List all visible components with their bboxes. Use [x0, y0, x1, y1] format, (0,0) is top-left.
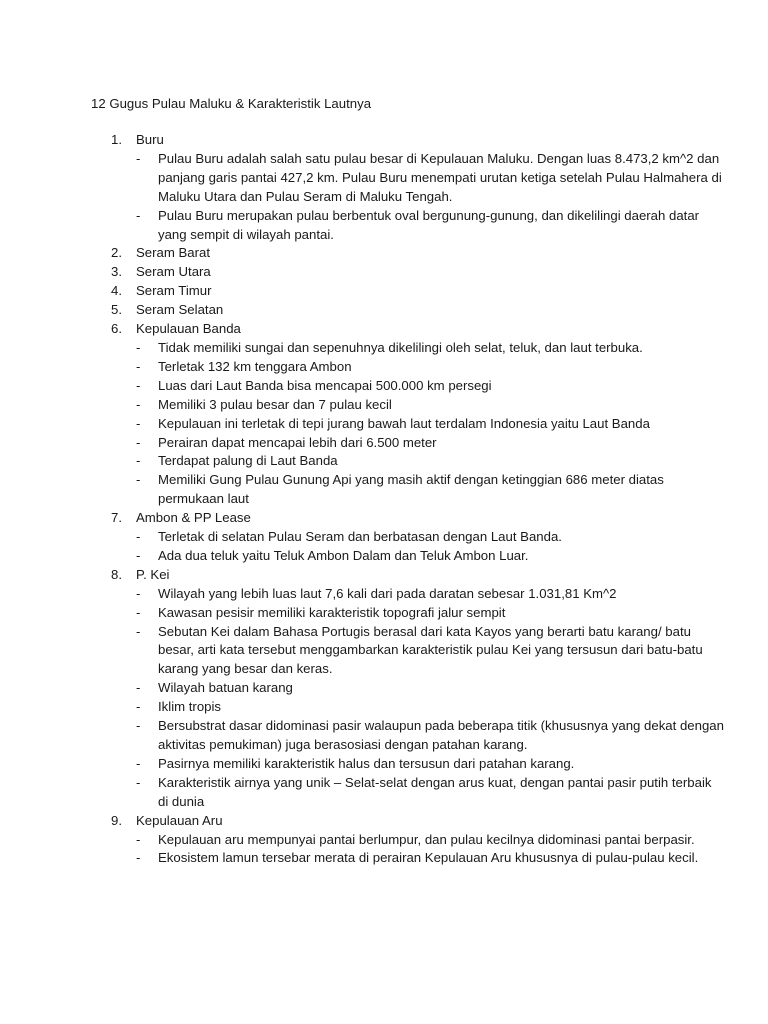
bullet-dash: - — [136, 453, 141, 469]
bullet-list — [136, 528, 728, 566]
bullet-item — [136, 528, 728, 547]
section-heading: Buru — [136, 132, 164, 147]
bullet-text: Terletak 132 km tenggara Ambon — [158, 358, 352, 374]
bullet-dash: - — [136, 623, 141, 639]
bullet-dash: - — [136, 396, 141, 412]
section-item — [91, 282, 728, 301]
section-heading: Seram Timur — [136, 283, 212, 299]
bullet-item — [136, 471, 728, 509]
bullet-text: Bersubstrat dasar didominasi pasir walaupun pada beberapa titik (khususnya yang dekat dengan aktivitas pemukiman) juga berasosiasi dengan patahan karang. — [158, 718, 724, 752]
bullet-item — [136, 358, 728, 377]
section-heading: Seram Barat — [136, 245, 211, 261]
section-heading: Kepulauan Aru — [136, 812, 223, 828]
bullet-text: Memiliki 3 pulau besar dan 7 pulau kecil — [158, 396, 392, 412]
bullet-dash: - — [136, 150, 141, 166]
bullet-item — [136, 755, 728, 774]
bullet-text: Memiliki Gung Pulau Gunung Api yang masih aktif dengan ketinggian 686 meter diatas permukaan laut — [158, 472, 664, 507]
section-item — [91, 131, 728, 244]
bullet-text: Pasirnya memiliki karakteristik halus dan tersusun dari patahan karang. — [158, 755, 575, 771]
bullet-dash: - — [136, 718, 141, 734]
bullet-list — [136, 585, 728, 812]
section-heading: Ambon & PP Lease — [136, 510, 251, 526]
bullet-item — [136, 415, 728, 434]
bullet-dash: - — [136, 415, 141, 431]
section-number: 7. — [111, 510, 122, 526]
section-number: 1. — [111, 132, 122, 147]
section-list — [91, 131, 728, 868]
bullet-dash: - — [136, 699, 141, 715]
section-item — [91, 812, 728, 869]
bullet-dash: - — [136, 850, 141, 866]
bullet-dash: - — [136, 358, 141, 374]
bullet-text: Kepulauan ini terletak di tepi jurang bawah laut terdalam Indonesia yaitu Laut Banda — [158, 415, 650, 431]
bullet-text: Kepulauan aru mempunyai pantai berlumpur, dan pulau kecilnya didominasi pantai berpasir. — [158, 831, 695, 847]
section-number: 2. — [111, 245, 122, 261]
section-item — [91, 244, 728, 263]
bullet-dash: - — [136, 680, 141, 696]
bullet-item — [136, 150, 728, 207]
section-number: 4. — [111, 283, 122, 299]
bullet-item — [136, 774, 728, 812]
bullet-dash: - — [136, 529, 141, 545]
section-item — [91, 263, 728, 282]
bullet-dash: - — [136, 755, 141, 771]
bullet-list — [136, 339, 728, 509]
section-number: 5. — [111, 302, 122, 318]
bullet-dash: - — [136, 547, 141, 563]
bullet-item — [136, 623, 728, 680]
bullet-dash: - — [136, 774, 141, 790]
bullet-text: Terletak di selatan Pulau Seram dan berbatasan dengan Laut Banda. — [158, 529, 562, 545]
bullet-item — [136, 679, 728, 698]
bullet-text: Luas dari Laut Banda bisa mencapai 500.000 km persegi — [158, 377, 492, 393]
document-title: 12 Gugus Pulau Maluku & Karakteristik Lautnya — [91, 96, 372, 111]
section-number: 8. — [111, 566, 122, 582]
bullet-dash: - — [136, 434, 141, 450]
bullet-text: Karakteristik airnya yang unik – Selat-selat dengan arus kuat, dengan pantai pasir putih terbaik di dunia — [158, 774, 712, 809]
bullet-item — [136, 396, 728, 415]
bullet-text: Terdapat palung di Laut Banda — [158, 453, 338, 469]
bullet-item — [136, 207, 728, 245]
section-item — [91, 509, 728, 566]
bullet-item — [136, 547, 728, 566]
section-heading: Seram Selatan — [136, 302, 224, 318]
bullet-text: Ada dua teluk yaitu Teluk Ambon Dalam dan Teluk Ambon Luar. — [158, 547, 529, 563]
bullet-text: Pulau Buru merupakan pulau berbentuk oval bergunung-gunung, dan dikelilingi daerah datar yang sempit di wilayah pantai. — [158, 207, 700, 242]
bullet-list — [136, 831, 728, 869]
bullet-item — [136, 698, 728, 717]
bullet-text: Wilayah yang lebih luas laut 7,6 kali dari pada daratan sebesar 1.031,81 Km^2 — [158, 585, 617, 601]
section-number: 6. — [111, 321, 122, 337]
bullet-dash: - — [136, 585, 141, 601]
section-number: 3. — [111, 264, 122, 280]
bullet-text: Tidak memiliki sungai dan sepenuhnya dikelilingi oleh selat, teluk, dan laut terbuka. — [158, 339, 643, 355]
bullet-text: Ekosistem lamun tersebar merata di perairan Kepulauan Aru khususnya di pulau-pulau kecil. — [158, 850, 699, 866]
bullet-item — [136, 604, 728, 623]
bullet-item — [136, 452, 728, 471]
bullet-list — [136, 150, 728, 245]
section-heading: Seram Utara — [136, 264, 211, 280]
bullet-item — [136, 339, 728, 358]
section-heading: Kepulauan Banda — [136, 321, 241, 337]
bullet-dash: - — [136, 207, 141, 223]
bullet-item — [136, 831, 728, 850]
bullet-dash: - — [136, 377, 141, 393]
bullet-dash: - — [136, 604, 141, 620]
bullet-item — [136, 377, 728, 396]
section-item — [91, 301, 728, 320]
bullet-dash: - — [136, 339, 141, 355]
bullet-text: Kawasan pesisir memiliki karakteristik topografi jalur sempit — [158, 604, 506, 620]
bullet-text: Pulau Buru adalah salah satu pulau besar di Kepulauan Maluku. Dengan luas 8.473,2 km^2 dan panjang garis pantai 427,2 km. Pulau Buru menempati urutan ketiga setelah Pulau Halmahera di Maluku Utara dan Pulau Seram di Maluku Tengah. — [158, 150, 722, 204]
bullet-text: Perairan dapat mencapai lebih dari 6.500 meter — [158, 434, 437, 450]
bullet-item — [136, 849, 728, 868]
bullet-text: Wilayah batuan karang — [158, 680, 293, 696]
bullet-item — [136, 717, 728, 755]
bullet-text: Sebutan Kei dalam Bahasa Portugis berasal dari kata Kayos yang berarti batu karang/ batu besar, arti kata tersebut menggambarkan karakteristik pulau Kei yang tersusun dari batu-batu karang yang besar dan keras. — [158, 623, 703, 677]
bullet-item — [136, 585, 728, 604]
section-heading: P. Kei — [136, 566, 170, 582]
section-item — [91, 320, 728, 509]
bullet-item — [136, 434, 728, 453]
bullet-text: Iklim tropis — [158, 699, 222, 715]
bullet-dash: - — [136, 831, 141, 847]
bullet-dash: - — [136, 472, 141, 488]
section-number: 9. — [111, 812, 122, 828]
section-item — [91, 566, 728, 812]
